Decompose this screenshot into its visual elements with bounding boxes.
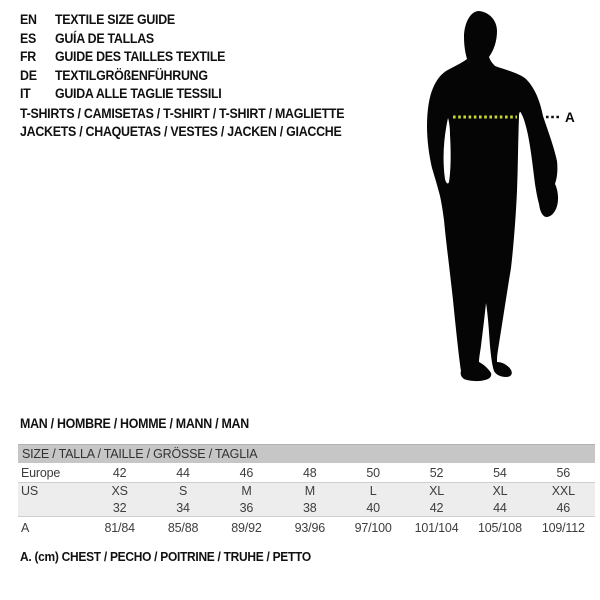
man-silhouette-svg (395, 0, 600, 400)
language-list (20, 11, 225, 104)
lang-code: ES (20, 30, 37, 46)
table-cell: 54 (493, 465, 507, 480)
table-cell: XL (492, 484, 508, 499)
row-label: Europe (21, 465, 61, 480)
table-cell: XXL (551, 484, 575, 499)
table-cell: 52 (429, 465, 444, 480)
lang-label: GUIDE DES TAILLES TEXTILE (54, 49, 226, 65)
table-cell: M (241, 484, 252, 499)
lang-row-es (20, 30, 225, 49)
table-cell: 50 (366, 465, 380, 480)
lang-label: GUIDA ALLE TAGLIE TESSILI (54, 86, 222, 102)
table-cell: 89/92 (231, 520, 262, 535)
table-cell: XS (111, 484, 128, 499)
product-line-tshirts: T-SHIRTS / CAMISETAS / T-SHIRT / T-SHIRT / MAGLIETTE (20, 106, 345, 121)
table-cell: 38 (303, 500, 317, 515)
table-row-us-numeric (18, 500, 595, 517)
table-cell: 44 (176, 465, 190, 480)
lang-row-de (20, 67, 225, 86)
table-cell: XL (429, 484, 444, 499)
section-title-man: MAN / HOMBRE / HOMME / MANN / MAN (20, 416, 249, 431)
table-cell: M (304, 484, 315, 499)
table-cell: 97/100 (354, 520, 392, 535)
product-line-jackets: JACKETS / CHAQUETAS / VESTES / JACKEN / GIACCHE (20, 123, 342, 139)
lang-row-en (20, 11, 225, 30)
table-cell: S (178, 484, 188, 499)
table-cell: 56 (556, 465, 571, 480)
lang-code: FR (20, 49, 37, 65)
measurement-footnote: A. (cm) CHEST / PECHO / POITRINE / TRUHE / PETTO (20, 549, 311, 564)
table-cell: 81/84 (104, 520, 135, 535)
measure-label-a: A (565, 110, 575, 125)
table-cell: 40 (366, 500, 380, 515)
table-cell: L (369, 484, 377, 499)
table-cell: 85/88 (167, 520, 199, 535)
table-cell: 42 (112, 465, 127, 480)
lang-label: GUÍA DE TALLAS (54, 30, 154, 46)
table-row-chest-a (18, 517, 595, 538)
lang-code: IT (20, 86, 31, 102)
us-size-block (18, 483, 595, 517)
product-categories (20, 105, 344, 140)
table-cell: 101/104 (414, 520, 459, 535)
table-cell: 46 (556, 500, 571, 515)
table-cell: 48 (303, 465, 317, 480)
table-cell: 32 (112, 500, 127, 515)
table-cell: 44 (493, 500, 507, 515)
size-table-header: SIZE / TALLA / TAILLE / GRÖSSE / TAGLIA (18, 444, 595, 463)
row-label: US (21, 484, 38, 499)
man-silhouette (427, 11, 558, 381)
lang-code: EN (20, 12, 37, 27)
lang-code: DE (20, 67, 37, 83)
table-cell: 36 (239, 500, 254, 515)
lang-row-fr (20, 48, 225, 67)
table-cell: 105/108 (478, 520, 522, 535)
table-cell: 34 (176, 500, 190, 515)
table-cell: 93/96 (294, 520, 325, 535)
table-cell: 42 (429, 500, 444, 515)
table-cell: 46 (239, 465, 254, 480)
lang-label: TEXTILE SIZE GUIDE (54, 12, 175, 27)
size-table (18, 444, 595, 538)
table-row-us (18, 483, 595, 500)
lang-label: TEXTILGRÖßENFÜHRUNG (54, 67, 208, 83)
lang-row-it (20, 85, 225, 104)
table-cell: 109/112 (541, 520, 585, 535)
row-label: A (21, 520, 30, 535)
man-silhouette-figure (395, 0, 600, 400)
table-row-europe (18, 463, 595, 483)
